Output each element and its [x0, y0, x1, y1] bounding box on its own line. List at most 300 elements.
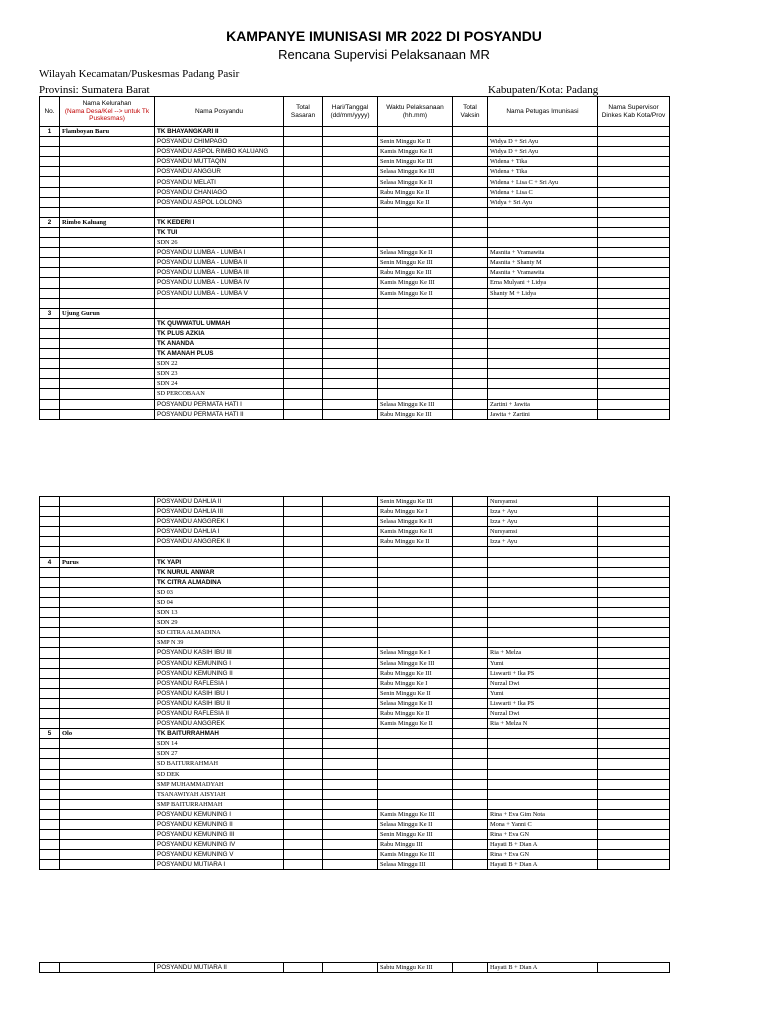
cell-sasaran	[284, 268, 323, 278]
cell-vaksin	[453, 177, 488, 187]
cell-petugas	[488, 587, 598, 597]
cell-waktu: Kamis Minggu Ke II	[378, 719, 453, 729]
cell-sasaran	[284, 177, 323, 187]
cell-vaksin	[453, 648, 488, 658]
cell-waktu	[378, 779, 453, 789]
table-row	[40, 688, 670, 698]
table-row	[40, 658, 670, 668]
cell-posyandu: POSYANDU LUMBA - LUMBA IV	[155, 278, 284, 288]
cell-tanggal	[323, 248, 378, 258]
cell-sasaran	[284, 389, 323, 399]
cell-vaksin	[453, 527, 488, 537]
cell-tanggal	[323, 177, 378, 187]
cell-sasaran	[284, 409, 323, 419]
table-row	[40, 537, 670, 547]
cell-petugas: Nurzal Dwi	[488, 708, 598, 718]
cell-petugas: Rina + Eva GN	[488, 850, 598, 860]
cell-posyandu: SDN 22	[155, 359, 284, 369]
cell-kelurahan	[60, 187, 155, 197]
col-header-petugas: Nama Petugas Imunisasi	[488, 97, 598, 127]
cell-sasaran	[284, 769, 323, 779]
table-row	[40, 587, 670, 597]
cell-vaksin	[453, 207, 488, 217]
cell-posyandu: SDN 13	[155, 608, 284, 618]
cell-waktu	[378, 318, 453, 328]
cell-petugas	[488, 227, 598, 237]
cell-supervisor	[598, 759, 670, 769]
cell-supervisor	[598, 739, 670, 749]
cell-vaksin	[453, 157, 488, 167]
cell-vaksin	[453, 359, 488, 369]
cell-petugas	[488, 127, 598, 137]
cell-tanggal	[323, 850, 378, 860]
cell-vaksin	[453, 719, 488, 729]
cell-tanggal	[323, 830, 378, 840]
cell-supervisor	[598, 628, 670, 638]
cell-no	[40, 227, 60, 237]
table-row	[40, 137, 670, 147]
cell-supervisor	[598, 567, 670, 577]
cell-petugas: Widena + Tika	[488, 157, 598, 167]
table-row	[40, 698, 670, 708]
cell-tanggal	[323, 799, 378, 809]
cell-posyandu: TK BHAYANGKARI II	[155, 127, 284, 137]
cell-kelurahan	[60, 597, 155, 607]
table-row	[40, 860, 670, 870]
cell-no	[40, 658, 60, 668]
cell-tanggal	[323, 963, 378, 973]
cell-vaksin	[453, 127, 488, 137]
cell-sasaran	[284, 729, 323, 739]
cell-posyandu: TK QUWWATUL UMMAH	[155, 318, 284, 328]
table-row	[40, 308, 670, 318]
cell-sasaran	[284, 227, 323, 237]
cell-vaksin	[453, 318, 488, 328]
document-title: KAMPANYE IMUNISASI MR 2022 DI POSYANDU	[226, 28, 542, 44]
cell-waktu	[378, 328, 453, 338]
cell-petugas	[488, 729, 598, 739]
cell-tanggal	[323, 137, 378, 147]
cell-posyandu: POSYANDU KEMUNING II	[155, 668, 284, 678]
cell-sasaran	[284, 547, 323, 557]
cell-petugas	[488, 308, 598, 318]
cell-posyandu: SDN 23	[155, 369, 284, 379]
cell-supervisor	[598, 147, 670, 157]
cell-vaksin	[453, 238, 488, 248]
cell-posyandu: POSYANDU KEMUNING I	[155, 658, 284, 668]
cell-no: 1	[40, 127, 60, 137]
cell-tanggal	[323, 779, 378, 789]
cell-sasaran	[284, 708, 323, 718]
cell-vaksin	[453, 147, 488, 157]
cell-vaksin	[453, 268, 488, 278]
cell-sasaran	[284, 537, 323, 547]
cell-posyandu: POSYANDU MUTTAQIN	[155, 157, 284, 167]
cell-waktu	[378, 227, 453, 237]
cell-no	[40, 587, 60, 597]
cell-kelurahan	[60, 517, 155, 527]
cell-vaksin	[453, 227, 488, 237]
cell-waktu: Rabu Minggu Ke III	[378, 409, 453, 419]
cell-kelurahan	[60, 238, 155, 248]
cell-petugas	[488, 799, 598, 809]
table-row	[40, 628, 670, 638]
cell-no: 3	[40, 308, 60, 318]
cell-supervisor	[598, 338, 670, 348]
cell-supervisor	[598, 850, 670, 860]
cell-kelurahan	[60, 268, 155, 278]
cell-vaksin	[453, 678, 488, 688]
cell-posyandu: TK NURUL ANWAR	[155, 567, 284, 577]
cell-kelurahan	[60, 288, 155, 298]
cell-no	[40, 207, 60, 217]
cell-sasaran	[284, 127, 323, 137]
cell-vaksin	[453, 860, 488, 870]
cell-kelurahan	[60, 850, 155, 860]
cell-tanggal	[323, 268, 378, 278]
cell-no	[40, 547, 60, 557]
cell-vaksin	[453, 308, 488, 318]
cell-kelurahan	[60, 789, 155, 799]
cell-tanggal	[323, 769, 378, 779]
cell-petugas: Widya + Sri Ayu	[488, 197, 598, 207]
cell-sasaran	[284, 688, 323, 698]
cell-sasaran	[284, 779, 323, 789]
cell-vaksin	[453, 288, 488, 298]
table-row	[40, 207, 670, 217]
cell-tanggal	[323, 359, 378, 369]
table-row	[40, 127, 670, 137]
col-header-tanggal: Hari/Tanggal (dd/mm/yyyy)	[323, 97, 378, 127]
cell-waktu: Kamis Minggu Ke III	[378, 809, 453, 819]
cell-petugas: Nursyamsi	[488, 497, 598, 507]
table-row	[40, 497, 670, 507]
table-row	[40, 708, 670, 718]
cell-tanggal	[323, 497, 378, 507]
cell-kelurahan	[60, 547, 155, 557]
table-row	[40, 157, 670, 167]
cell-petugas	[488, 577, 598, 587]
cell-supervisor	[598, 799, 670, 809]
cell-no	[40, 628, 60, 638]
cell-vaksin	[453, 850, 488, 860]
table-row	[40, 227, 670, 237]
table-row	[40, 809, 670, 819]
cell-sasaran	[284, 557, 323, 567]
cell-posyandu: TK KEDERI I	[155, 217, 284, 227]
cell-tanggal	[323, 719, 378, 729]
cell-supervisor	[598, 288, 670, 298]
cell-tanggal	[323, 157, 378, 167]
cell-waktu	[378, 638, 453, 648]
cell-petugas	[488, 217, 598, 227]
cell-no	[40, 577, 60, 587]
cell-tanggal	[323, 227, 378, 237]
cell-waktu: Senin Minggu Ke III	[378, 258, 453, 268]
cell-waktu	[378, 587, 453, 597]
cell-petugas	[488, 739, 598, 749]
cell-sasaran	[284, 719, 323, 729]
cell-no	[40, 328, 60, 338]
cell-posyandu	[155, 207, 284, 217]
cell-kelurahan: Olo	[60, 729, 155, 739]
col-header-posyandu: Nama Posyandu	[155, 97, 284, 127]
cell-waktu: Selasa Minggu Ke II	[378, 177, 453, 187]
cell-supervisor	[598, 187, 670, 197]
cell-waktu: Rabu Minggu Ke I	[378, 507, 453, 517]
cell-posyandu: POSYANDU LUMBA - LUMBA II	[155, 258, 284, 268]
cell-sasaran	[284, 789, 323, 799]
cell-tanggal	[323, 547, 378, 557]
cell-supervisor	[598, 227, 670, 237]
cell-no	[40, 698, 60, 708]
cell-sasaran	[284, 749, 323, 759]
cell-supervisor	[598, 719, 670, 729]
table-row	[40, 238, 670, 248]
cell-kelurahan	[60, 830, 155, 840]
cell-supervisor	[598, 527, 670, 537]
cell-supervisor	[598, 809, 670, 819]
cell-tanggal	[323, 349, 378, 359]
cell-vaksin	[453, 497, 488, 507]
cell-petugas: Hayati B + Dian A	[488, 963, 598, 973]
cell-supervisor	[598, 789, 670, 799]
cell-posyandu: TK AMANAH PLUS	[155, 349, 284, 359]
cell-petugas: Yumi	[488, 658, 598, 668]
cell-waktu	[378, 567, 453, 577]
cell-kelurahan	[60, 860, 155, 870]
cell-posyandu: SDN 27	[155, 749, 284, 759]
cell-no	[40, 147, 60, 157]
table-header-row	[40, 97, 670, 127]
cell-tanggal	[323, 729, 378, 739]
cell-vaksin	[453, 537, 488, 547]
cell-vaksin	[453, 840, 488, 850]
cell-supervisor	[598, 597, 670, 607]
cell-sasaran	[284, 238, 323, 248]
cell-vaksin	[453, 820, 488, 830]
cell-tanggal	[323, 658, 378, 668]
cell-sasaran	[284, 698, 323, 708]
cell-waktu	[378, 389, 453, 399]
cell-vaksin	[453, 137, 488, 147]
table-row	[40, 739, 670, 749]
cell-tanggal	[323, 517, 378, 527]
cell-supervisor	[598, 318, 670, 328]
cell-kelurahan	[60, 779, 155, 789]
cell-waktu: Selasa Minggu Ke III	[378, 658, 453, 668]
cell-kelurahan	[60, 809, 155, 819]
cell-petugas: Widya D + Sri Ayu	[488, 147, 598, 157]
cell-posyandu: POSYANDU ANGGUR	[155, 167, 284, 177]
cell-no	[40, 379, 60, 389]
cell-waktu: Kamis Minggu Ke III	[378, 278, 453, 288]
cell-kelurahan	[60, 349, 155, 359]
cell-no	[40, 187, 60, 197]
cell-petugas: Masnita + Vramawita	[488, 268, 598, 278]
cell-petugas	[488, 328, 598, 338]
cell-supervisor	[598, 587, 670, 597]
cell-waktu	[378, 369, 453, 379]
cell-waktu	[378, 759, 453, 769]
cell-sasaran	[284, 197, 323, 207]
document-subtitle: Rencana Supervisi Pelaksanaan MR	[278, 47, 490, 62]
cell-vaksin	[453, 517, 488, 527]
cell-kelurahan	[60, 668, 155, 678]
cell-supervisor	[598, 207, 670, 217]
cell-sasaran	[284, 349, 323, 359]
cell-waktu: Selasa Minggu Ke III	[378, 167, 453, 177]
cell-waktu	[378, 308, 453, 318]
cell-no	[40, 268, 60, 278]
cell-tanggal	[323, 409, 378, 419]
cell-waktu: Rabu Minggu Ke II	[378, 197, 453, 207]
cell-no: 2	[40, 217, 60, 227]
cell-petugas	[488, 618, 598, 628]
cell-tanggal	[323, 678, 378, 688]
cell-sasaran	[284, 187, 323, 197]
cell-no	[40, 258, 60, 268]
table-row	[40, 820, 670, 830]
cell-tanggal	[323, 587, 378, 597]
table-row	[40, 318, 670, 328]
cell-no	[40, 288, 60, 298]
table-row	[40, 557, 670, 567]
cell-supervisor	[598, 389, 670, 399]
table-row	[40, 719, 670, 729]
table-row	[40, 527, 670, 537]
cell-petugas: Liswarti + Ika PS	[488, 668, 598, 678]
cell-tanggal	[323, 668, 378, 678]
cell-kelurahan	[60, 618, 155, 628]
cell-posyandu: POSYANDU MUTIARA II	[155, 963, 284, 973]
cell-posyandu: SD BAITURRAHMAH	[155, 759, 284, 769]
cell-posyandu: TK YAPI	[155, 557, 284, 567]
cell-sasaran	[284, 809, 323, 819]
cell-waktu	[378, 729, 453, 739]
cell-tanggal	[323, 338, 378, 348]
cell-kelurahan	[60, 399, 155, 409]
cell-vaksin	[453, 779, 488, 789]
cell-petugas: Masnita + Shanty M	[488, 258, 598, 268]
cell-posyandu: SMP BAITURRAHMAH	[155, 799, 284, 809]
cell-supervisor	[598, 618, 670, 628]
cell-vaksin	[453, 349, 488, 359]
cell-vaksin	[453, 298, 488, 308]
cell-no	[40, 860, 60, 870]
cell-no	[40, 527, 60, 537]
cell-vaksin	[453, 557, 488, 567]
cell-posyandu: POSYANDU LUMBA - LUMBA III	[155, 268, 284, 278]
cell-posyandu: SD 04	[155, 597, 284, 607]
table-body-page-2	[40, 497, 670, 870]
cell-kelurahan	[60, 638, 155, 648]
table-row	[40, 217, 670, 227]
cell-petugas	[488, 359, 598, 369]
cell-posyandu: POSYANDU ASPOL LOLONG	[155, 197, 284, 207]
cell-sasaran	[284, 207, 323, 217]
table-row	[40, 840, 670, 850]
table-row	[40, 248, 670, 258]
cell-kelurahan	[60, 799, 155, 809]
cell-supervisor	[598, 238, 670, 248]
cell-vaksin	[453, 759, 488, 769]
cell-sasaran	[284, 258, 323, 268]
cell-no	[40, 298, 60, 308]
cell-petugas: Ria + Melza N	[488, 719, 598, 729]
cell-kelurahan	[60, 177, 155, 187]
cell-no	[40, 850, 60, 860]
cell-waktu: Rabu Minggu Ke III	[378, 268, 453, 278]
cell-petugas: Mona + Yanni C	[488, 820, 598, 830]
cell-no	[40, 197, 60, 207]
cell-kelurahan	[60, 137, 155, 147]
cell-sasaran	[284, 359, 323, 369]
cell-supervisor	[598, 137, 670, 147]
cell-supervisor	[598, 779, 670, 789]
cell-no	[40, 769, 60, 779]
cell-no: 4	[40, 557, 60, 567]
cell-supervisor	[598, 177, 670, 187]
cell-petugas	[488, 338, 598, 348]
cell-waktu	[378, 608, 453, 618]
cell-posyandu: POSYANDU KEMUNING V	[155, 850, 284, 860]
cell-petugas: Zartini + Jawita	[488, 399, 598, 409]
cell-kelurahan: Ujung Gurun	[60, 308, 155, 318]
cell-waktu: Selasa Minggu Ke II	[378, 698, 453, 708]
cell-tanggal	[323, 167, 378, 177]
cell-no	[40, 497, 60, 507]
cell-posyandu: SD PERCOBAAN	[155, 389, 284, 399]
cell-no	[40, 789, 60, 799]
cell-posyandu: TK BAITURRAHMAH	[155, 729, 284, 739]
cell-supervisor	[598, 379, 670, 389]
cell-kelurahan	[60, 497, 155, 507]
cell-vaksin	[453, 739, 488, 749]
cell-posyandu: SMP N 39	[155, 638, 284, 648]
kelurahan-header-label: Nama Kelurahan	[82, 100, 132, 108]
cell-sasaran	[284, 850, 323, 860]
cell-vaksin	[453, 369, 488, 379]
cell-sasaran	[284, 278, 323, 288]
cell-sasaran	[284, 298, 323, 308]
supervision-table-page-2	[39, 496, 670, 870]
cell-waktu	[378, 618, 453, 628]
cell-posyandu: POSYANDU KASIH IBU III	[155, 648, 284, 658]
cell-petugas	[488, 769, 598, 779]
cell-supervisor	[598, 328, 670, 338]
cell-waktu	[378, 238, 453, 248]
table-body-page-1	[40, 127, 670, 420]
cell-sasaran	[284, 739, 323, 749]
cell-kelurahan	[60, 409, 155, 419]
cell-vaksin	[453, 638, 488, 648]
wilayah-label: Wilayah Kecamatan/Puskesmas Padang Pasir	[39, 68, 240, 80]
col-header-kelurahan	[60, 97, 155, 127]
cell-vaksin	[453, 658, 488, 668]
cell-petugas	[488, 238, 598, 248]
cell-sasaran	[284, 820, 323, 830]
table-row	[40, 799, 670, 809]
cell-waktu	[378, 359, 453, 369]
table-row	[40, 678, 670, 688]
cell-kelurahan	[60, 749, 155, 759]
cell-sasaran	[284, 587, 323, 597]
cell-sasaran	[284, 678, 323, 688]
cell-sasaran	[284, 638, 323, 648]
supervision-table-page-3	[39, 962, 670, 973]
cell-posyandu: POSYANDU CHANIAGO	[155, 187, 284, 197]
